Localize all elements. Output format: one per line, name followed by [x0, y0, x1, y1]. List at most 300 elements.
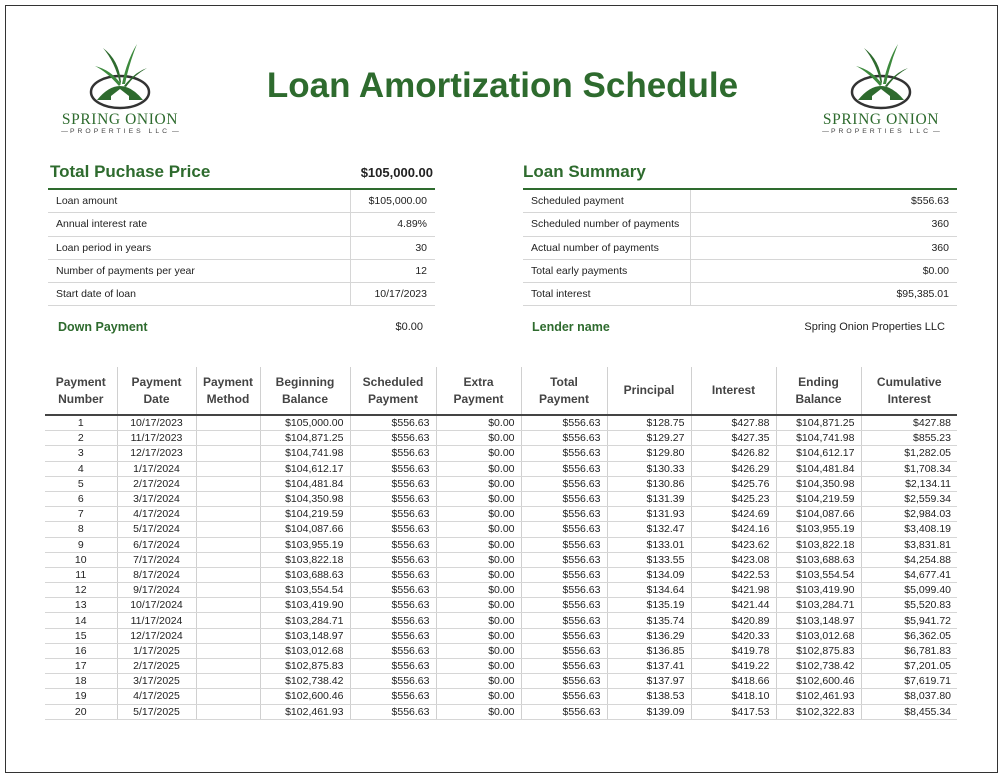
table-cell: $103,822.18	[776, 537, 861, 552]
table-cell	[196, 674, 260, 689]
table-cell: $556.63	[521, 567, 607, 582]
table-cell: 10/17/2024	[117, 598, 196, 613]
table-row	[45, 583, 957, 598]
table-cell: $556.63	[521, 491, 607, 506]
loan-detail-row	[48, 213, 435, 236]
table-cell: 2/17/2025	[117, 659, 196, 674]
loan-summary-label: Actual number of payments	[523, 236, 690, 259]
company-logo-right	[806, 42, 956, 137]
logo-name: SPRING ONION	[822, 111, 940, 128]
loan-summary-row	[523, 259, 957, 282]
table-cell: $556.63	[350, 583, 436, 598]
table-cell: 11	[45, 567, 117, 582]
column-header: Principal	[607, 367, 691, 415]
table-cell	[196, 446, 260, 461]
loan-details-table	[48, 190, 435, 306]
loan-summary-value: $95,385.01	[690, 283, 957, 306]
company-logo-left	[45, 42, 195, 137]
table-cell: $556.63	[350, 628, 436, 643]
table-cell: $104,741.98	[776, 431, 861, 446]
column-header: Extra Payment	[436, 367, 521, 415]
table-row	[45, 476, 957, 491]
table-cell: 14	[45, 613, 117, 628]
loan-summary-label: Scheduled number of payments	[523, 213, 690, 236]
table-cell: 10	[45, 552, 117, 567]
table-cell: $556.63	[350, 431, 436, 446]
table-cell: $7,619.71	[861, 674, 957, 689]
table-cell: $0.00	[436, 476, 521, 491]
table-row	[45, 689, 957, 704]
column-header: Total Payment	[521, 367, 607, 415]
table-cell: $139.09	[607, 704, 691, 719]
table-row	[45, 491, 957, 506]
table-cell: $556.63	[350, 522, 436, 537]
table-cell: $0.00	[436, 431, 521, 446]
table-row	[45, 613, 957, 628]
table-cell: $427.88	[861, 415, 957, 431]
table-cell: $103,419.90	[260, 598, 350, 613]
table-cell: $8,455.34	[861, 704, 957, 719]
loan-summary-value: 360	[690, 236, 957, 259]
table-cell: $418.66	[691, 674, 776, 689]
table-cell: $134.64	[607, 583, 691, 598]
table-cell: $424.16	[691, 522, 776, 537]
table-cell: $102,875.83	[776, 643, 861, 658]
loan-detail-value: 4.89%	[350, 213, 435, 236]
table-cell: $417.53	[691, 704, 776, 719]
loan-detail-label: Number of payments per year	[48, 259, 350, 282]
table-cell: $427.35	[691, 431, 776, 446]
table-cell: 5/17/2025	[117, 704, 196, 719]
table-cell: $422.53	[691, 567, 776, 582]
table-cell: $103,284.71	[776, 598, 861, 613]
table-cell: $419.78	[691, 643, 776, 658]
table-row	[45, 643, 957, 658]
table-cell: 4	[45, 461, 117, 476]
table-cell: $556.63	[350, 552, 436, 567]
table-cell: 11/17/2024	[117, 613, 196, 628]
table-cell: $129.27	[607, 431, 691, 446]
table-cell: $0.00	[436, 613, 521, 628]
table-cell: $102,322.83	[776, 704, 861, 719]
table-cell: $556.63	[350, 461, 436, 476]
table-cell: $3,831.81	[861, 537, 957, 552]
table-cell: $556.63	[350, 674, 436, 689]
table-cell: $0.00	[436, 446, 521, 461]
table-cell	[196, 598, 260, 613]
table-cell	[196, 567, 260, 582]
table-cell: 19	[45, 689, 117, 704]
table-cell: $556.63	[521, 431, 607, 446]
column-header: Payment Date	[117, 367, 196, 415]
table-cell: $102,461.93	[776, 689, 861, 704]
table-cell: $102,461.93	[260, 704, 350, 719]
table-cell: $419.22	[691, 659, 776, 674]
table-cell	[196, 689, 260, 704]
loan-detail-row	[48, 283, 435, 306]
lender-name-label: Lender name	[532, 320, 610, 334]
loan-summary-row	[523, 236, 957, 259]
table-cell: 8/17/2024	[117, 567, 196, 582]
table-cell: $137.41	[607, 659, 691, 674]
table-cell	[196, 522, 260, 537]
table-cell: $4,677.41	[861, 567, 957, 582]
table-cell: $556.63	[350, 659, 436, 674]
table-cell: $425.76	[691, 476, 776, 491]
table-cell	[196, 476, 260, 491]
table-cell: $104,087.66	[776, 507, 861, 522]
table-cell: $7,201.05	[861, 659, 957, 674]
table-cell: 2	[45, 431, 117, 446]
table-cell: 12	[45, 583, 117, 598]
loan-summary-label: Scheduled payment	[523, 190, 690, 213]
table-cell: $103,148.97	[776, 613, 861, 628]
table-cell: $104,612.17	[776, 446, 861, 461]
table-cell: $423.62	[691, 537, 776, 552]
table-cell: $421.44	[691, 598, 776, 613]
loan-summary-value: $0.00	[690, 259, 957, 282]
loan-summary-row	[523, 283, 957, 306]
table-cell: $6,781.83	[861, 643, 957, 658]
table-cell: $103,688.63	[776, 552, 861, 567]
table-cell: 6/17/2024	[117, 537, 196, 552]
table-cell: $556.63	[521, 598, 607, 613]
amortization-schedule-table	[45, 367, 957, 720]
table-cell: $137.97	[607, 674, 691, 689]
loan-detail-label: Loan period in years	[48, 236, 350, 259]
loan-detail-label: Start date of loan	[48, 283, 350, 306]
table-cell: 1	[45, 415, 117, 431]
table-cell: 5	[45, 476, 117, 491]
table-cell: $102,600.46	[260, 689, 350, 704]
logo-tagline: — PROPERTIES LLC —	[45, 128, 195, 135]
table-cell: 1/17/2025	[117, 643, 196, 658]
table-cell: 5/17/2024	[117, 522, 196, 537]
table-cell: $136.85	[607, 643, 691, 658]
down-payment-label: Down Payment	[58, 320, 148, 334]
loan-detail-row	[48, 259, 435, 282]
table-cell: $103,148.97	[260, 628, 350, 643]
table-cell: $136.29	[607, 628, 691, 643]
table-cell: $2,984.03	[861, 507, 957, 522]
table-row	[45, 628, 957, 643]
loan-detail-value: 30	[350, 236, 435, 259]
table-cell: $556.63	[521, 659, 607, 674]
table-cell: $556.63	[521, 552, 607, 567]
table-cell: $556.63	[521, 507, 607, 522]
table-cell: $424.69	[691, 507, 776, 522]
loan-detail-row	[48, 190, 435, 213]
loan-detail-value: 12	[350, 259, 435, 282]
table-row	[45, 507, 957, 522]
table-cell	[196, 643, 260, 658]
table-cell: $135.74	[607, 613, 691, 628]
loan-detail-label: Loan amount	[48, 190, 350, 213]
table-cell: $104,219.59	[776, 491, 861, 506]
table-cell: $556.63	[521, 476, 607, 491]
table-cell	[196, 552, 260, 567]
table-cell: $103,554.54	[260, 583, 350, 598]
table-row	[45, 552, 957, 567]
table-cell: $104,350.98	[776, 476, 861, 491]
purchase-price-value: $105,000.00	[360, 165, 433, 180]
table-cell: 13	[45, 598, 117, 613]
table-cell: $104,087.66	[260, 522, 350, 537]
table-cell: 20	[45, 704, 117, 719]
column-header: Beginning Balance	[260, 367, 350, 415]
table-cell: $0.00	[436, 583, 521, 598]
column-header: Scheduled Payment	[350, 367, 436, 415]
logo-name: SPRING ONION	[61, 111, 179, 128]
table-cell: $103,688.63	[260, 567, 350, 582]
loan-summary-title: Loan Summary	[523, 162, 646, 181]
table-cell: $556.63	[521, 461, 607, 476]
column-header: Interest	[691, 367, 776, 415]
loan-summary-value: 360	[690, 213, 957, 236]
table-cell: $0.00	[436, 507, 521, 522]
loan-summary-row	[523, 213, 957, 236]
table-cell: 9	[45, 537, 117, 552]
table-cell: $103,554.54	[776, 567, 861, 582]
table-cell	[196, 507, 260, 522]
table-cell: $4,254.88	[861, 552, 957, 567]
table-cell: $1,708.34	[861, 461, 957, 476]
table-cell: $556.63	[521, 628, 607, 643]
table-cell: $425.23	[691, 491, 776, 506]
table-cell	[196, 415, 260, 431]
table-cell: $0.00	[436, 567, 521, 582]
table-cell: $556.63	[521, 522, 607, 537]
table-cell: $556.63	[350, 476, 436, 491]
table-row	[45, 598, 957, 613]
table-cell: 2/17/2024	[117, 476, 196, 491]
table-cell: $426.29	[691, 461, 776, 476]
table-cell: $134.09	[607, 567, 691, 582]
table-cell: $128.75	[607, 415, 691, 431]
table-cell: $2,559.34	[861, 491, 957, 506]
table-cell: $3,408.19	[861, 522, 957, 537]
table-cell	[196, 537, 260, 552]
table-cell: $102,600.46	[776, 674, 861, 689]
table-cell: 17	[45, 659, 117, 674]
table-cell: $556.63	[521, 537, 607, 552]
table-cell	[196, 613, 260, 628]
table-cell: $0.00	[436, 491, 521, 506]
table-cell	[196, 461, 260, 476]
table-cell: 15	[45, 628, 117, 643]
table-cell: $427.88	[691, 415, 776, 431]
table-cell	[196, 583, 260, 598]
table-cell: $556.63	[521, 583, 607, 598]
table-cell: $556.63	[521, 415, 607, 431]
table-cell: $105,000.00	[260, 415, 350, 431]
table-cell: $423.08	[691, 552, 776, 567]
table-row	[45, 704, 957, 719]
table-cell: $8,037.80	[861, 689, 957, 704]
column-header: Payment Method	[196, 367, 260, 415]
table-cell	[196, 704, 260, 719]
table-cell: $426.82	[691, 446, 776, 461]
table-cell	[196, 628, 260, 643]
table-cell: $556.63	[521, 704, 607, 719]
table-cell: $103,419.90	[776, 583, 861, 598]
table-cell: 4/17/2025	[117, 689, 196, 704]
table-cell: 7/17/2024	[117, 552, 196, 567]
table-cell: $135.19	[607, 598, 691, 613]
table-cell: $556.63	[521, 446, 607, 461]
column-header: Ending Balance	[776, 367, 861, 415]
table-cell: $556.63	[521, 643, 607, 658]
table-cell: 1/17/2024	[117, 461, 196, 476]
onion-house-logo-icon	[45, 42, 195, 112]
table-row	[45, 461, 957, 476]
table-cell: $418.10	[691, 689, 776, 704]
table-cell: $556.63	[350, 643, 436, 658]
table-cell: $103,955.19	[260, 537, 350, 552]
table-cell: $556.63	[350, 491, 436, 506]
table-cell: $556.63	[350, 446, 436, 461]
table-cell: $556.63	[350, 507, 436, 522]
down-payment-value: $0.00	[395, 321, 423, 333]
table-row	[45, 522, 957, 537]
table-cell: 11/17/2023	[117, 431, 196, 446]
table-row	[45, 567, 957, 582]
table-cell: $133.01	[607, 537, 691, 552]
table-row	[45, 537, 957, 552]
table-cell: $131.39	[607, 491, 691, 506]
table-cell: $556.63	[350, 689, 436, 704]
table-cell: $104,741.98	[260, 446, 350, 461]
table-cell: $556.63	[350, 567, 436, 582]
loan-summary-row	[523, 190, 957, 213]
table-cell: 3	[45, 446, 117, 461]
table-cell: $104,219.59	[260, 507, 350, 522]
table-cell: $0.00	[436, 659, 521, 674]
table-cell: $104,871.25	[776, 415, 861, 431]
loan-detail-label: Annual interest rate	[48, 213, 350, 236]
table-cell: $102,875.83	[260, 659, 350, 674]
table-cell: 8	[45, 522, 117, 537]
table-cell: $0.00	[436, 415, 521, 431]
table-cell: $103,012.68	[260, 643, 350, 658]
table-cell: $102,738.42	[260, 674, 350, 689]
table-cell: $421.98	[691, 583, 776, 598]
table-cell: $556.63	[521, 613, 607, 628]
table-cell: $556.63	[350, 613, 436, 628]
table-cell: 12/17/2023	[117, 446, 196, 461]
table-cell: $104,612.17	[260, 461, 350, 476]
table-cell: $556.63	[521, 674, 607, 689]
onion-house-logo-icon	[806, 42, 956, 112]
table-cell: $556.63	[350, 537, 436, 552]
table-cell: 16	[45, 643, 117, 658]
table-cell: $855.23	[861, 431, 957, 446]
logo-tagline: — PROPERTIES LLC —	[806, 128, 956, 135]
table-cell: $420.89	[691, 613, 776, 628]
table-row	[45, 446, 957, 461]
loan-summary-value: $556.63	[690, 190, 957, 213]
table-cell: 12/17/2024	[117, 628, 196, 643]
table-row	[45, 659, 957, 674]
table-cell: $556.63	[350, 415, 436, 431]
column-header: Cumulative Interest	[861, 367, 957, 415]
table-row	[45, 415, 957, 431]
table-cell: $420.33	[691, 628, 776, 643]
table-cell: $556.63	[521, 689, 607, 704]
table-cell: $103,955.19	[776, 522, 861, 537]
table-cell: $104,871.25	[260, 431, 350, 446]
table-cell: $133.55	[607, 552, 691, 567]
table-cell: $6,362.05	[861, 628, 957, 643]
table-cell: $556.63	[350, 704, 436, 719]
table-cell: $0.00	[436, 522, 521, 537]
table-cell: $130.86	[607, 476, 691, 491]
table-cell: $2,134.11	[861, 476, 957, 491]
loan-detail-row	[48, 236, 435, 259]
table-cell: $138.53	[607, 689, 691, 704]
table-cell: $132.47	[607, 522, 691, 537]
purchase-price-title: Total Puchase Price	[50, 162, 211, 181]
table-cell: 3/17/2024	[117, 491, 196, 506]
table-cell: $129.80	[607, 446, 691, 461]
table-cell: $5,099.40	[861, 583, 957, 598]
table-cell: $0.00	[436, 628, 521, 643]
table-cell: $103,012.68	[776, 628, 861, 643]
table-cell: $0.00	[436, 537, 521, 552]
column-header: Payment Number	[45, 367, 117, 415]
table-cell	[196, 491, 260, 506]
loan-summary-table	[523, 190, 957, 306]
table-cell: $103,822.18	[260, 552, 350, 567]
table-cell: $131.93	[607, 507, 691, 522]
table-cell: $0.00	[436, 674, 521, 689]
table-cell: $104,481.84	[776, 461, 861, 476]
table-cell: $1,282.05	[861, 446, 957, 461]
table-cell: 3/17/2025	[117, 674, 196, 689]
table-cell: $0.00	[436, 598, 521, 613]
table-cell: $556.63	[350, 598, 436, 613]
table-cell: $104,350.98	[260, 491, 350, 506]
table-cell: $0.00	[436, 552, 521, 567]
table-cell: 6	[45, 491, 117, 506]
table-cell: $104,481.84	[260, 476, 350, 491]
table-cell: 10/17/2023	[117, 415, 196, 431]
table-cell: $5,520.83	[861, 598, 957, 613]
table-cell: $0.00	[436, 461, 521, 476]
table-cell: $102,738.42	[776, 659, 861, 674]
table-cell: $0.00	[436, 689, 521, 704]
loan-detail-value: 10/17/2023	[350, 283, 435, 306]
lender-name-value: Spring Onion Properties LLC	[804, 321, 945, 333]
table-cell: 9/17/2024	[117, 583, 196, 598]
table-row	[45, 431, 957, 446]
table-cell: 7	[45, 507, 117, 522]
loan-summary-label: Total early payments	[523, 259, 690, 282]
table-cell: $0.00	[436, 643, 521, 658]
table-cell: $0.00	[436, 704, 521, 719]
table-cell	[196, 659, 260, 674]
table-row	[45, 674, 957, 689]
table-cell: 4/17/2024	[117, 507, 196, 522]
table-cell: $103,284.71	[260, 613, 350, 628]
table-cell	[196, 431, 260, 446]
loan-summary-label: Total interest	[523, 283, 690, 306]
table-cell: $130.33	[607, 461, 691, 476]
table-cell: 18	[45, 674, 117, 689]
table-cell: $5,941.72	[861, 613, 957, 628]
page-title: Loan Amortization Schedule	[266, 66, 739, 105]
loan-detail-value: $105,000.00	[350, 190, 435, 213]
